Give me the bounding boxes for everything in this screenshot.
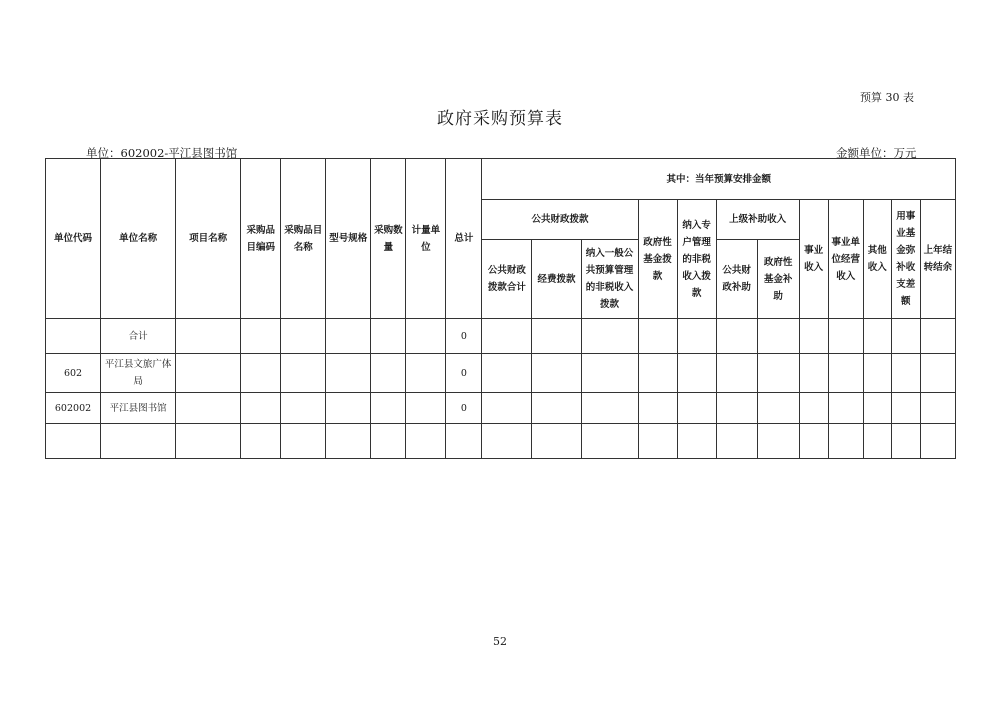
cell-unit-name: 平江县图书馆 [101, 393, 176, 424]
header-business-income: 事业收入 [799, 200, 828, 319]
cell-unit-code [46, 424, 101, 459]
table-row [46, 393, 956, 424]
cell-unit-name: 合计 [101, 319, 176, 354]
cell-unit-code [46, 319, 101, 354]
header-item-code: 采购品目编码 [241, 159, 281, 319]
header-item-name: 采购品目名称 [281, 159, 326, 319]
unit-label: 单位：602002-平江县图书馆 [86, 146, 238, 160]
header-superior: 上级补助收入 [716, 200, 799, 240]
header-project-name: 项目名称 [176, 159, 241, 319]
header-other-income: 其他收入 [863, 200, 891, 319]
header-gov-fund: 政府性基金拨款 [638, 200, 677, 319]
header-funding: 经费拨款 [532, 240, 581, 319]
header-total: 总计 [446, 159, 482, 319]
cell-total [446, 424, 482, 459]
header-superior-fund: 政府性基金补助 [757, 240, 799, 319]
cell-unit-name: 平江县文旅广体局 [101, 354, 176, 393]
cell-unit-code: 602002 [46, 393, 101, 424]
header-public-finance-total: 公共财政拨款合计 [482, 240, 532, 319]
table-row [46, 424, 956, 459]
header-carryover: 上年结转结余 [920, 200, 955, 319]
header-current-year: 其中：当年预算安排金额 [482, 159, 956, 200]
form-number: 预算 30 表 [860, 91, 914, 104]
header-unit-code: 单位代码 [46, 159, 101, 319]
cell-total: 0 [446, 319, 482, 354]
cell-unit-code: 602 [46, 354, 101, 393]
header-operating-income: 事业单位经营收入 [828, 200, 863, 319]
header-nontax-general: 纳入一般公共预算管理的非税收入拨款 [581, 240, 638, 319]
table-row [46, 354, 956, 393]
header-superior-public: 公共财政补助 [716, 240, 757, 319]
header-model: 型号规格 [326, 159, 371, 319]
header-fund-deficit: 用事业基金弥补收支差额 [891, 200, 920, 319]
cell-unit-name [101, 424, 176, 459]
header-measure-unit: 计量单位 [406, 159, 446, 319]
header-row-1 [46, 159, 956, 200]
procurement-budget-table [45, 158, 956, 459]
header-quantity: 采购数量 [371, 159, 406, 319]
page-number: 52 [493, 635, 507, 648]
amount-unit-label: 金额单位：万元 [836, 146, 917, 160]
header-unit-name: 单位名称 [101, 159, 176, 319]
page-title: 政府采购预算表 [437, 109, 563, 129]
header-public-finance: 公共财政拨款 [482, 200, 638, 240]
table-row [46, 319, 956, 354]
cell-total: 0 [446, 354, 482, 393]
cell-total: 0 [446, 393, 482, 424]
header-nontax-special: 纳入专户管理的非税收入拨款 [677, 200, 716, 319]
